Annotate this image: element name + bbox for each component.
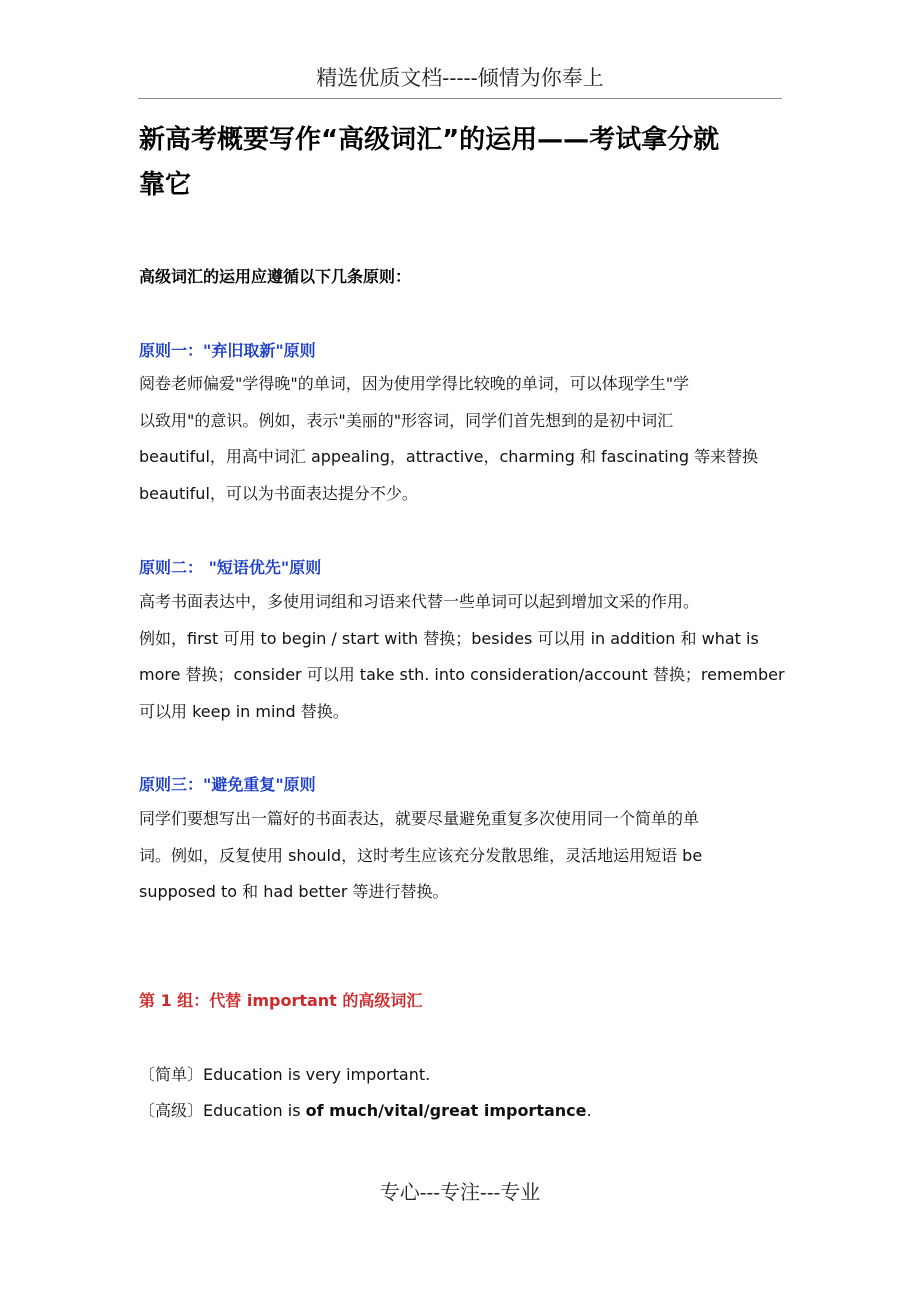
paragraph-line: supposed to 和 had better 等进行替换。 (139, 882, 449, 901)
principle-2-heading: 原则二： "短语优先"原则 (139, 558, 322, 577)
document-title (139, 118, 789, 208)
paragraph-line: 阅卷老师偏爱"学得晚"的单词，因为使用学得比较晚的单词，可以体现学生"学 (139, 374, 690, 393)
principle-1-heading: 原则一："弃旧取新"原则 (139, 341, 316, 360)
group-1-heading: 第 1 组：代替 important 的高级词汇 (139, 991, 423, 1010)
example-tag-advanced: 〔高级〕 (139, 1101, 204, 1120)
page-footer: 专心---专注---专业 (379, 1180, 541, 1204)
paragraph-line: 高考书面表达中，多使用词组和习语来代替一些单词可以起到增加文采的作用。 (139, 592, 700, 611)
page-header: 精选优质文档-----倾情为你奉上 (316, 66, 604, 90)
example-simple (139, 1062, 430, 1085)
principle-1-paragraph (139, 366, 789, 512)
example-advanced-bold: of much/vital/great importance (305, 1101, 587, 1120)
paragraph-line: 例如，first 可用 to begin / start with 替换；besides 可以用 in addition 和 what is (139, 628, 759, 648)
principle-3-heading: 原则三："避免重复"原则 (139, 775, 316, 794)
paragraph-line: 以致用"的意识。例如，表示"美丽的"形容词，同学们首先想到的是初中词汇 (139, 410, 674, 430)
example-advanced (139, 1098, 592, 1121)
paragraph-line: beautiful，可以为书面表达提分不少。 (139, 483, 418, 503)
paragraph-line: 同学们要想写出一篇好的书面表达，就要尽量避免重复多次使用同一个简单的单 (139, 809, 700, 828)
title-line-2: 靠它 (139, 170, 192, 200)
header-divider (138, 98, 782, 99)
principle-2-paragraph (139, 584, 789, 730)
example-tag-simple: 〔简单〕 (139, 1065, 204, 1084)
paragraph-line: beautiful，用高中词汇 appealing，attractive，charming 和 fascinating 等来替换 (139, 447, 759, 466)
intro-text: 高级词汇的运用应遵循以下几条原则： (139, 267, 412, 286)
principle-3-paragraph (139, 801, 789, 911)
title-line-1: 新高考概要写作“高级词汇”的运用——考试拿分就 (139, 125, 720, 155)
example-advanced-prefix: Education is (203, 1101, 306, 1120)
example-advanced-suffix: . (586, 1101, 592, 1120)
example-simple-text: Education is very important. (203, 1065, 431, 1084)
paragraph-line: 可以用 keep in mind 替换。 (139, 701, 349, 721)
paragraph-line: more 替换；consider 可以用 take sth. into consideration/account 替换；remember (139, 665, 785, 684)
paragraph-line: 词。例如，反复使用 should，这时考生应该充分发散思维，灵活地运用短语 be (139, 845, 703, 865)
